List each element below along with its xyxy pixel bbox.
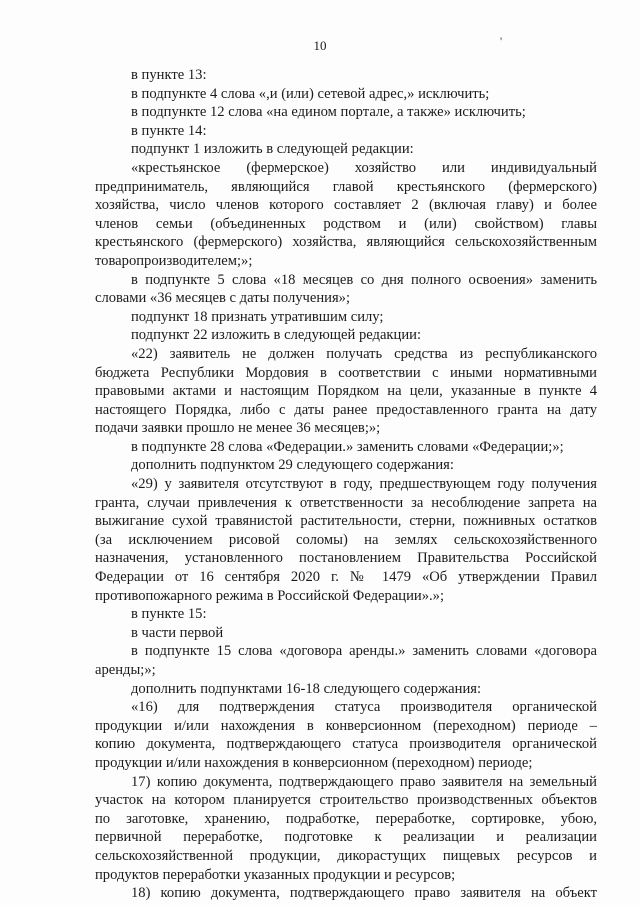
text-line: подпункт 1 изложить в следующей редакции: xyxy=(131,141,414,158)
text-line: в подпункте 5 слова «18 месяцев со дня полного освоения» заменить xyxy=(131,271,597,288)
text-line: подпункт 22 изложить в следующей редакции: xyxy=(131,327,422,344)
text-line: предприниматель, являющийся главой крестьянского (фермерского) xyxy=(95,178,597,195)
text-line: гранта, случаи привлечения к ответственности за несоблюдение запрета на xyxy=(95,494,597,511)
text-line: продуктов переработки указанных продукции и ресурсов; xyxy=(95,866,456,883)
text-line: словами «36 месяцев с даты получения»; xyxy=(95,290,351,307)
text-line: дополнить подпунктом 29 следующего содержания: xyxy=(131,457,454,474)
text-line: (за исключением рисовой соломы) на землях сельскохозяйственного xyxy=(95,531,597,548)
text-line: 18) копию документа, подтверждающего право заявителя на объект xyxy=(131,885,597,902)
text-line: дополнить подпунктами 16-18 следующего содержания: xyxy=(131,680,482,697)
text-line: в пункте 15: xyxy=(131,606,207,623)
text-line: «крестьянское (фермерское) хозяйство или индивидуальный xyxy=(131,159,597,176)
text-line: в пункте 13: xyxy=(131,67,207,83)
text-line: в подпункте 28 слова «Федерации.» заменить словами «Федерации;»; xyxy=(131,438,564,455)
text-line: бюджета Республики Мордовия в соответствии с иными нормативными xyxy=(95,364,597,381)
text-line: противопожарного режима в Российской Федерации».»; xyxy=(95,587,445,604)
text-line: первичной переработке, подготовке к реализации и реализации xyxy=(95,829,597,846)
text-line: в подпункте 12 слова «на едином портале, а также» исключить; xyxy=(131,104,526,121)
text-line: копию документа, подтверждающего статуса производителя органической xyxy=(95,736,597,753)
page-number: 10 xyxy=(313,38,327,53)
text-line: выжигание сухой травянистой растительности, стерни, пожнивных остатков xyxy=(95,513,597,530)
document-body xyxy=(95,66,597,903)
text-line: подачи заявки прошло не менее 36 месяцев;»; xyxy=(95,420,381,437)
text-line: продукции и/или нахождения в конверсионном (переходном) периоде; xyxy=(95,754,533,771)
text-line: Федерации от 16 сентября 2020 г. № 1479 «Об утверждении Правил xyxy=(95,569,597,586)
text-line: членов семьи (объединенных родством и (или) свойством) главы xyxy=(95,215,597,232)
text-line: назначения, установленного постановлением Правительства Российской xyxy=(95,550,597,567)
text-line: в подпункте 4 слова «,и (или) сетевой адрес,» исключить; xyxy=(131,85,490,102)
corner-mark: ' xyxy=(500,34,503,48)
text-line: крестьянского (фермерского) хозяйства, являющийся сельскохозяйственным xyxy=(95,234,597,251)
text-line: подпункт 18 признать утратившим силу; xyxy=(131,308,384,325)
text-line: продукции и/или нахождения в конверсионном (переходном) периоде – xyxy=(95,717,597,734)
text-line: «29) у заявителя отсутствуют в году, предшествующем году получения xyxy=(131,476,597,493)
text-line: в части первой xyxy=(131,624,224,641)
text-line: товаропроизводителем;»; xyxy=(95,252,253,269)
text-line: настоящего Порядка, либо с даты ранее предоставленного гранта на дату xyxy=(95,401,597,418)
text-line: в пункте 14: xyxy=(131,122,207,139)
text-line: по заготовке, хранению, подработке, переработке, сортировке, убою, xyxy=(95,810,597,827)
text-line: сельскохозяйственной продукции, дикорастущих пищевых ресурсов и xyxy=(95,847,597,864)
text-line: правовыми актами и настоящим Порядком на цели, указанные в пункте 4 xyxy=(95,383,597,400)
text-line: участок на котором планируется строительство производственных объектов xyxy=(95,792,597,809)
text-line: «22) заявитель не должен получать средства из республиканского xyxy=(131,345,597,362)
text-line: 17) копию документа, подтверждающего право заявителя на земельный xyxy=(131,773,597,790)
text-line: «16) для подтверждения статуса производителя органической xyxy=(131,699,597,716)
text-line: в подпункте 15 слова «договора аренды.» заменить словами «договора xyxy=(131,643,597,660)
text-line: хозяйства, число членов которого составляет 2 (включая главу) и более xyxy=(95,197,597,214)
text-line: аренды;»; xyxy=(95,662,156,678)
